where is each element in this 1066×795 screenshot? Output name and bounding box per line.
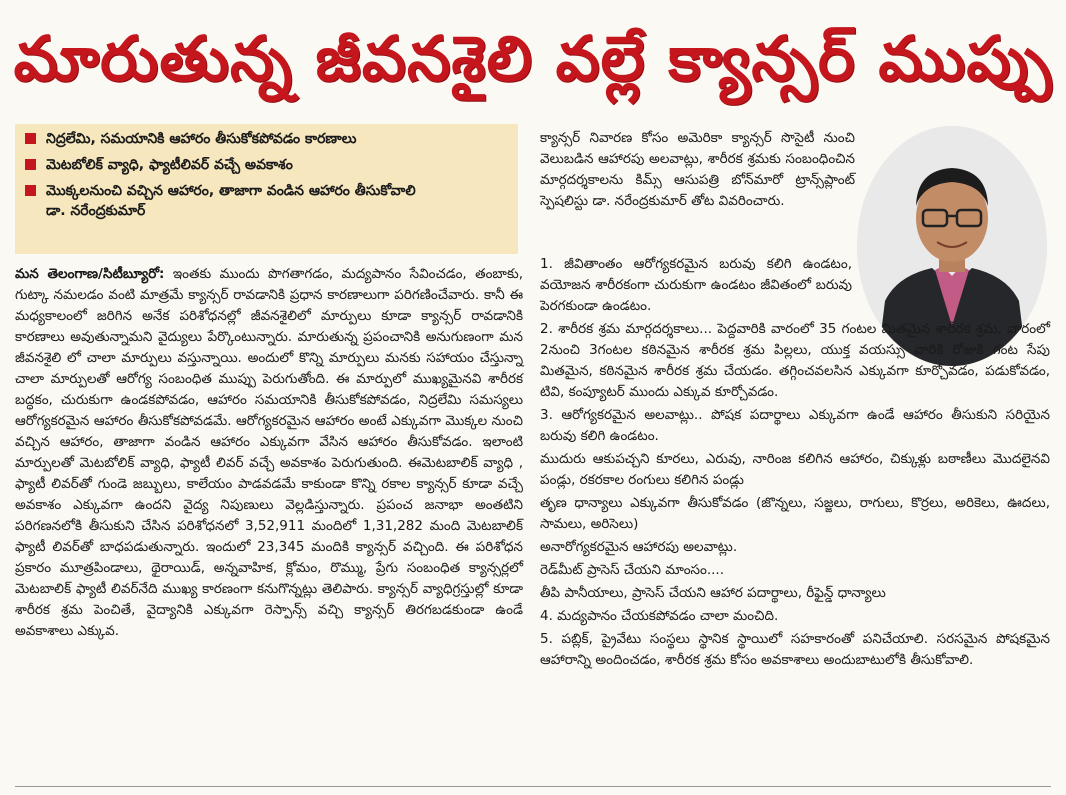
square-bullet-icon [25,133,36,144]
highlight-text: మెటబోలిక్ వ్యాధి, ఫ్యాటీలివర్ వచ్చే అవకాశం [46,157,293,173]
article-headline: మారుతున్న జీవనశైలి వల్లే క్యాన్సర్ ముప్పు [13,22,1053,95]
guideline-item: తీపి పానీయాలు, ప్రాసెస్ చేయని ఆహార పదార్థాలు, రీఫైన్డ్ ధాన్యాలు [540,585,886,601]
left-column [15,264,523,642]
highlight-text: మొక్కలనుంచి వచ్చిన ఆహారం, తాజాగా వండిన ఆహారం తీసుకోవాలి [46,183,416,199]
left-body-paragraph [15,264,523,642]
square-bullet-icon [25,159,36,170]
highlight-item [25,156,508,174]
guideline-item: 1. జీవితాంతం ఆరోగ్యకరమైన బరువు కలిగి ఉండటం, వయోజన శారీరకంగా చురుకుగా ఉండటం జీవితంలో బరువు పెరగకుండా ఉండటం. [540,256,852,314]
guideline-item: తృణ ధాన్యాలు ఎక్కువగా తీసుకోవడం (జొన్నలు, సజ్జలు, రాగులు, కొర్రలు, అరికెలు, ఊదలు, సామలు, అరిసెలు) [540,495,1050,532]
guideline-item: అనారోగ్యకరమైన ఆహారపు అలవాట్లు. [540,539,738,555]
byline: డా. నరేంద్రకుమార్ [46,203,146,219]
guideline-item: 5. పబ్లిక్, ప్రైవేటు సంస్థలు స్థానిక స్థాయిలో సహకారంతో పనిచేయాలి. సరసమైన పోషకమైన ఆహారాన్ని అందించడం, శారీరక శ్రమ కోసం అవకాశాలు అందుబాటులోకి తీసుకోవాలి. [540,631,1050,668]
dateline: మన తెలంగాణ/సిటీబ్యూరో: [15,266,165,282]
highlights-box [15,124,518,254]
right-column-intro [540,128,855,212]
guideline-item: రెడ్‌మీట్ ప్రాసెస్ చేయని మాంసం.... [540,562,725,578]
bottom-rule [15,786,1051,787]
highlight-item [25,130,508,148]
highlight-item [25,182,508,200]
highlight-text: నిద్రలేమి, సమయానికి ఆహారం తీసుకోకపోవడం కారణాలు [46,131,357,147]
guideline-item: 3. ఆరోగ్యకరమైన అలవాట్లు.. పోషక పదార్థాలు ఎక్కువగా ఉండే ఆహారం తీసుకుని సరియైన బరువు కలిగి ఉండటం. [540,407,1050,444]
guideline-item: 4. మద్యపానం చేయకపోవడం చాలా మంచిది. [540,608,779,624]
square-bullet-icon [25,185,36,196]
article-headline-area [0,0,1066,118]
guideline-item: ముదురు ఆకుపచ్చని కూరలు, ఎరువు, నారింజ కలిగిన ఆహారం, చిక్కుళ్లు బఠాణీలు మొదలైనవి పండ్లు, రకరకాల రంగులు కలిగిన పండ్లు [540,451,1050,488]
guideline-item: 2. శారీరక శ్రమ మార్గదర్శకాలు... పెద్దవారికి వారంలో 35 గంటల మితమైన శారీరక శ్రమ, వారంలో 2నుంచి 3గంటల కఠినమైన శారీరక శ్రమ పిల్లలు, యుక్త వయస్సు వారికి రోజుకి గంట సేపు మితమైన, కఠినమైన శారీరక శ్రమ చేయడం. తగ్గించవలసిన ఎక్కువగా కూర్చోవడం, పడుకోవడం, టివి, కంప్యూటర్ ముందు ఎక్కువ కూర్చోవడం. [540,321,1050,400]
left-body-text: ఇంతకు ముందు పొగతాగడం, మద్యపానం సేవించడం, తంబాకు, గుట్కా నమలడం వంటి మాత్రమే క్యాన్సర్ రావడానికి ప్రధాన కారణాలుగా పరిగణించేవారు. కానీ ఈ మధ్యకాలంలో జరిగిన అనేక పరిశోధనల్లో జీవనశైలిలో మార్పులు కూడా క్యాన్సర్ రావడానికి కారణాలు అవుతున్నామని వైద్యులు పేర్కొంటున్నారు. మారుతున్న ప్రపంచానికి అనుగుణంగా మన జీవనశైలి లో చాలా మార్పులు వస్తున్నాయి. అందులో కొన్ని మార్పులు మనకు సహాయం చేస్తున్నా చాలా మార్పులతో ఆరోగ్య సంబంధిత ముప్పు పెరుగుతోంది. ఈ మార్పులో ముఖ్యమైనవి శారీరక బద్ధకం, చురుకుగా ఉండకపోవడం, ఆహారం సమయానికి తీసుకోకపోవడం, నిద్రలేమి సమస్యలు ఆరోగ్యకరమైన ఆహారం తీసుకోకపోవడమే. ఆరోగ్యకరమైన ఆహారం అంటే ఎక్కువగా మొక్కల నుంచి వచ్చిన ఆహారం, తాజాగా వండిన ఆహారం ఎక్కువగా వేసిన ఆహారం తీసుకోవడం. ఇలాంటి మార్పులతో మెటబోలిక్ వ్యాధి, ఫ్యాటీ లివర్ వచ్చే అవకాశం పెరుగుతుంది. ఈమెటబాలిక్ వ్యాధి , ఫ్యాటీ లివర్‌తో గుండె జబ్బులు, కాలేయం పాడవడమే కాకుండా కొన్ని రకాల క్యాన్సర్ కూడా వచ్చే అవకాశం ఎక్కువగా ఉందని వైద్య నిపుణులు వెల్లడిస్తున్నారు. ప్రపంచ జనాభా అంతటిని పరిగణనలోకి తీసుకుని చేసిన పరిశోధనలో 3,52,911 మందిలో 1,31,282 మంది మెటబాలిక్ ఫ్యాటీ లివర్‌తో బాధపడుతున్నారు. ఇందులో 23,345 మందికి క్యాన్సర్ వచ్చింది. ఈ పరిశోధన ప్రకారం మూత్రపిండాలు, థైరాయిడ్, అన్నవాహిక, క్లోమం, రొమ్ము, ప్రేగు సంబంధిత క్యాన్సర్లలో మెటబాలిక్ ఫ్యాటీ లివర్‌నేది ముఖ్య కారణంగా కనుగొన్నట్లు తెలిపారు. క్యాన్సర్ వ్యాధిగ్రస్తుల్లో కూడా శారీరక శ్రమ పెంచితే, వైద్యానికి ఎక్కువగా రెస్పాన్స్ వచ్చి క్యాన్సర్ తిరగబడకుండా ఉండే అవకాశాలు ఎక్కువ. [15,266,524,639]
intro-text: క్యాన్సర్ నివారణ కోసం అమెరికా క్యాన్సర్ సొసైటీ నుంచి వెలుబడిన ఆహారపు అలవాట్లు, శారీరక శ్రమకు సంబంధించిన మార్గదర్శకాలను కిమ్స్ ఆసుపత్రి బోన్‌మారో ట్రాన్స్‌ప్లాంట్ స్పెషలిస్టు డా. నరేంద్రకుమార్ తోట వివరించారు. [540,130,855,209]
right-column [540,254,1050,673]
